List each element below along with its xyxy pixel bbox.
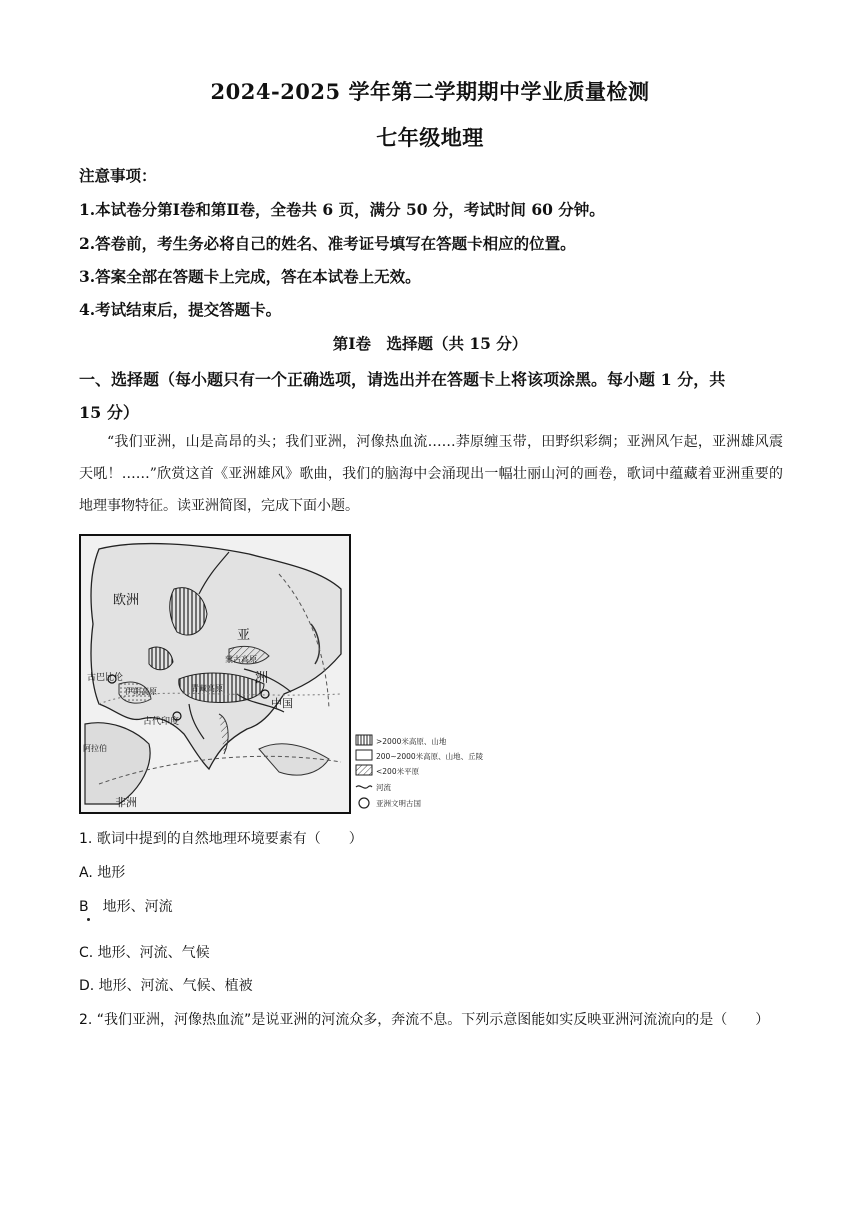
- notice-item-1: 1.本试卷分第Ⅰ卷和第Ⅱ卷，全卷共 6 页，满分 50 分，考试时间 60 分钟。: [79, 200, 605, 219]
- reading-passage: “我们亚洲，山是高昂的头；我们亚洲，河像热血流……莽原缠玉带，田野织彩绸；亚洲风乍起，亚洲雄风震天吼！……”欣赏这首《亚洲雄风》歌曲，我们的脑海中会涌现出一幅壮丽山河的画卷，歌词中蕴藏着亚洲重要的地理事物特征。读亚洲简图，完成下面小题。: [79, 434, 783, 514]
- part-instruction-line2: 15 分）: [79, 403, 139, 422]
- notice-heading: 注意事项：: [79, 166, 157, 185]
- map-label-asia-b: 洲: [255, 671, 269, 686]
- legend-item-low: <200米平原: [376, 767, 420, 776]
- map-label-india: 古代印度: [143, 717, 180, 727]
- map-label-china: 中国: [271, 697, 293, 710]
- option-b-dot: [87, 918, 90, 921]
- legend-item-river: 河流: [376, 783, 391, 792]
- map-label-iran: 伊朗高原: [125, 687, 157, 696]
- map-label-africa: 非洲: [115, 796, 137, 809]
- legend-item-civilization: 亚洲文明古国: [376, 799, 421, 808]
- section-title: 第Ⅰ卷 选择题（共 15 分）: [332, 334, 528, 353]
- part-instruction-line1: 一、选择题（每小题只有一个正确选项，请选出并在答题卡上将该项涂黑。每小题 1 分，共: [79, 370, 726, 389]
- question-1-option-b[interactable]: B 地形、河流: [79, 899, 173, 915]
- legend-item-high: >2000米高原、山地: [376, 737, 447, 746]
- map-label-arabia: 阿拉伯: [83, 744, 107, 753]
- question-1-option-c[interactable]: C. 地形、河流、气候: [79, 945, 210, 961]
- notice-item-2: 2.答卷前，考生务必将自己的姓名、准考证号填写在答题卡相应的位置。: [79, 234, 576, 253]
- asia-map: [79, 534, 351, 814]
- map-label-gobi: 蒙古高原: [225, 655, 257, 664]
- map-label-babylon: 古巴比伦: [87, 673, 124, 683]
- map-label-europe: 欧洲: [113, 593, 140, 608]
- map-label-asia-a: 亚: [237, 628, 251, 643]
- exam-title: 2024-2025 学年第二学期期中学业质量检测: [210, 79, 650, 104]
- question-1-option-d[interactable]: D. 地形、河流、气候、植被: [79, 978, 253, 994]
- question-2-stem: 2. “我们亚洲，河像热血流”是说亚洲的河流众多，奔流不息。下列示意图能如实反映亚洲河流流向的是（ ）: [79, 1012, 770, 1028]
- exam-subtitle: 七年级地理: [376, 125, 484, 150]
- notice-item-3: 3.答案全部在答题卡上完成，答在本试卷上无效。: [79, 267, 421, 286]
- map-legend: [354, 733, 524, 813]
- question-1-stem: 1. 歌词中提到的自然地理环境要素有（ ）: [79, 831, 363, 847]
- map-label-xizang: 青藏高原: [191, 684, 223, 693]
- question-1-option-a[interactable]: A. 地形: [79, 865, 126, 881]
- legend-item-mid: 200~2000米高原、山地、丘陵: [376, 752, 484, 761]
- notice-item-4: 4.考试结束后，提交答题卡。: [79, 300, 282, 319]
